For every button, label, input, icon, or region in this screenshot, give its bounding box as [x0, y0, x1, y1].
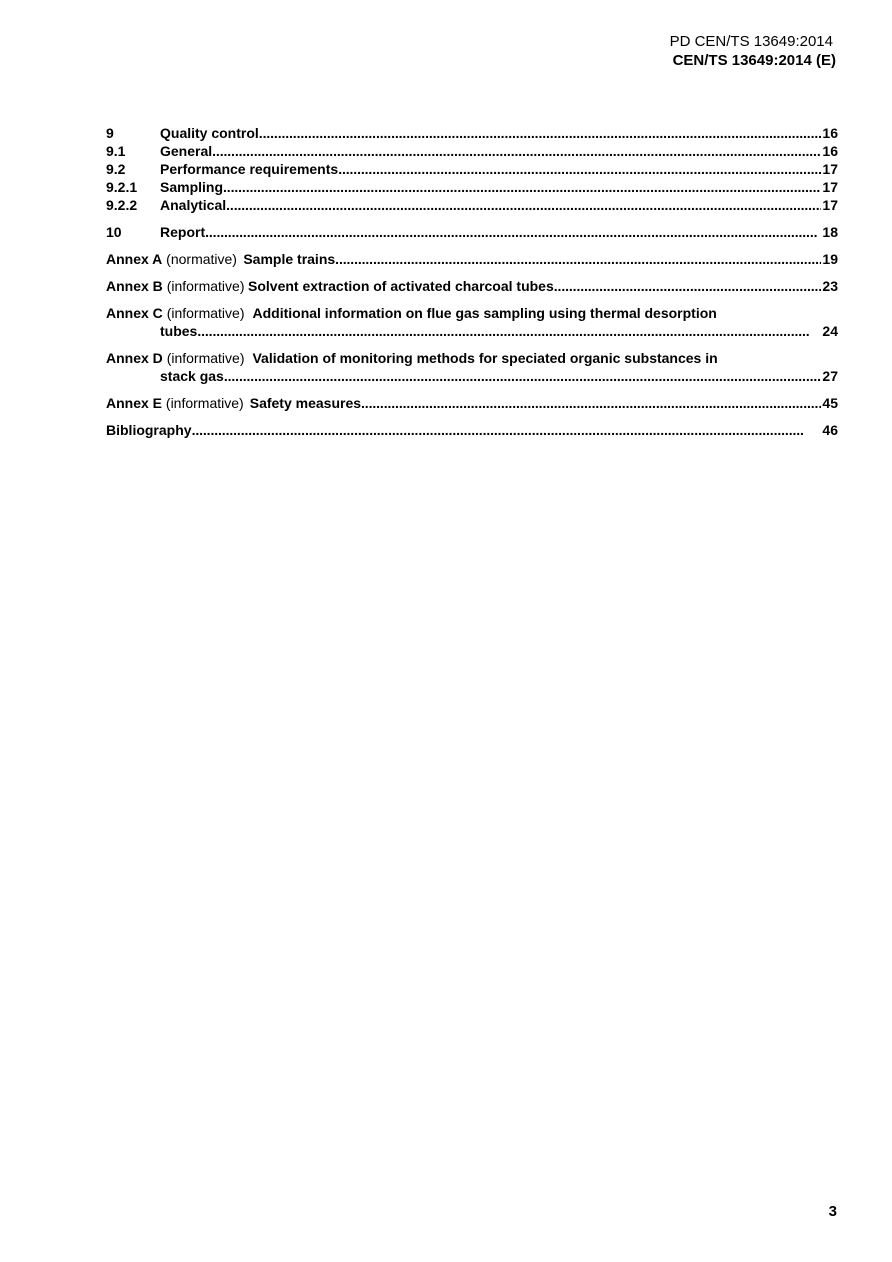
annex-title: Sample trains	[243, 251, 336, 267]
document-id-header: PD CEN/TS 13649:2014	[669, 33, 833, 50]
toc-leader-dots	[226, 196, 821, 214]
toc-entry-page: 16	[822, 125, 838, 141]
toc-leader-dots	[335, 250, 821, 268]
toc-entry-number: 9.2.2	[106, 197, 138, 213]
toc-entry-annex-e[interactable]	[106, 394, 838, 412]
annex-label: Annex B	[106, 278, 163, 294]
toc-entry-annex-b[interactable]	[106, 277, 838, 295]
toc-leader-dots	[192, 421, 822, 439]
toc-entry-annex-c[interactable]	[106, 304, 838, 340]
page-number: 3	[828, 1203, 837, 1220]
toc-entry-page: 17	[822, 197, 838, 213]
toc-entry-number: 9	[106, 125, 114, 141]
toc-entry-title: Quality control	[160, 125, 259, 141]
annex-title: Additional information on flue gas sampling using thermal desorption	[252, 305, 717, 321]
annex-type: (informative)	[165, 395, 244, 411]
toc-entry-title: Analytical	[160, 197, 227, 213]
toc-entry-page: 46	[822, 422, 838, 438]
annex-title-continuation: tubes	[160, 323, 198, 339]
toc-entry-page: 17	[822, 179, 838, 195]
toc-entry-9-2[interactable]	[106, 160, 838, 178]
toc-entry-bibliography[interactable]	[106, 421, 838, 439]
annex-label: Annex D	[106, 350, 163, 366]
annex-type: (informative)	[166, 278, 245, 294]
annex-type: (informative)	[166, 305, 245, 321]
toc-leader-dots	[205, 223, 821, 241]
toc-entry-number: 9.2.1	[106, 179, 138, 195]
toc-entry-number: 9.1	[106, 143, 126, 159]
toc-entry-page: 19	[822, 251, 838, 267]
toc-entry-title: General	[160, 143, 213, 159]
annex-label: Annex C	[106, 305, 163, 321]
standard-id-header: CEN/TS 13649:2014 (E)	[672, 52, 836, 69]
toc-leader-dots	[212, 142, 821, 160]
annex-type: (normative)	[166, 251, 237, 267]
annex-title: Solvent extraction of activated charcoal tubes	[248, 278, 554, 294]
toc-entry-9-2-2[interactable]	[106, 196, 838, 214]
toc-entry-page: 17	[822, 161, 838, 177]
toc-entry-9-2-1[interactable]	[106, 178, 838, 196]
toc-entry-9[interactable]	[106, 124, 838, 142]
annex-type: (informative)	[166, 350, 245, 366]
toc-entry-title: Performance requirements	[160, 161, 339, 177]
toc-entry-10[interactable]	[106, 223, 838, 241]
toc-entry-page: 18	[822, 224, 838, 240]
annex-label: Annex E	[106, 395, 163, 411]
annex-label: Annex A	[106, 251, 163, 267]
toc-leader-dots	[223, 178, 821, 196]
table-of-contents	[106, 124, 838, 439]
toc-leader-dots	[361, 394, 821, 412]
toc-entry-9-1[interactable]	[106, 142, 838, 160]
toc-entry-number: 9.2	[106, 161, 126, 177]
toc-leader-dots	[197, 322, 821, 340]
toc-entry-page: 24	[822, 323, 838, 339]
toc-entry-title: Report	[160, 224, 206, 240]
toc-entry-title: Bibliography	[106, 422, 192, 438]
toc-leader-dots	[259, 124, 822, 142]
toc-entry-annex-d[interactable]	[106, 349, 838, 385]
toc-entry-number: 10	[106, 224, 122, 240]
toc-leader-dots	[554, 277, 822, 295]
toc-entry-page: 23	[822, 278, 838, 294]
annex-title: Validation of monitoring methods for speciated organic substances in	[252, 350, 718, 366]
toc-entry-page: 45	[822, 395, 838, 411]
toc-entry-annex-a[interactable]	[106, 250, 838, 268]
toc-entry-title: Sampling	[160, 179, 224, 195]
toc-leader-dots	[224, 367, 822, 385]
annex-title: Safety measures	[249, 395, 362, 411]
toc-entry-page: 27	[822, 368, 838, 384]
toc-leader-dots	[338, 160, 821, 178]
annex-title-continuation: stack gas	[160, 368, 224, 384]
toc-entry-page: 16	[822, 143, 838, 159]
